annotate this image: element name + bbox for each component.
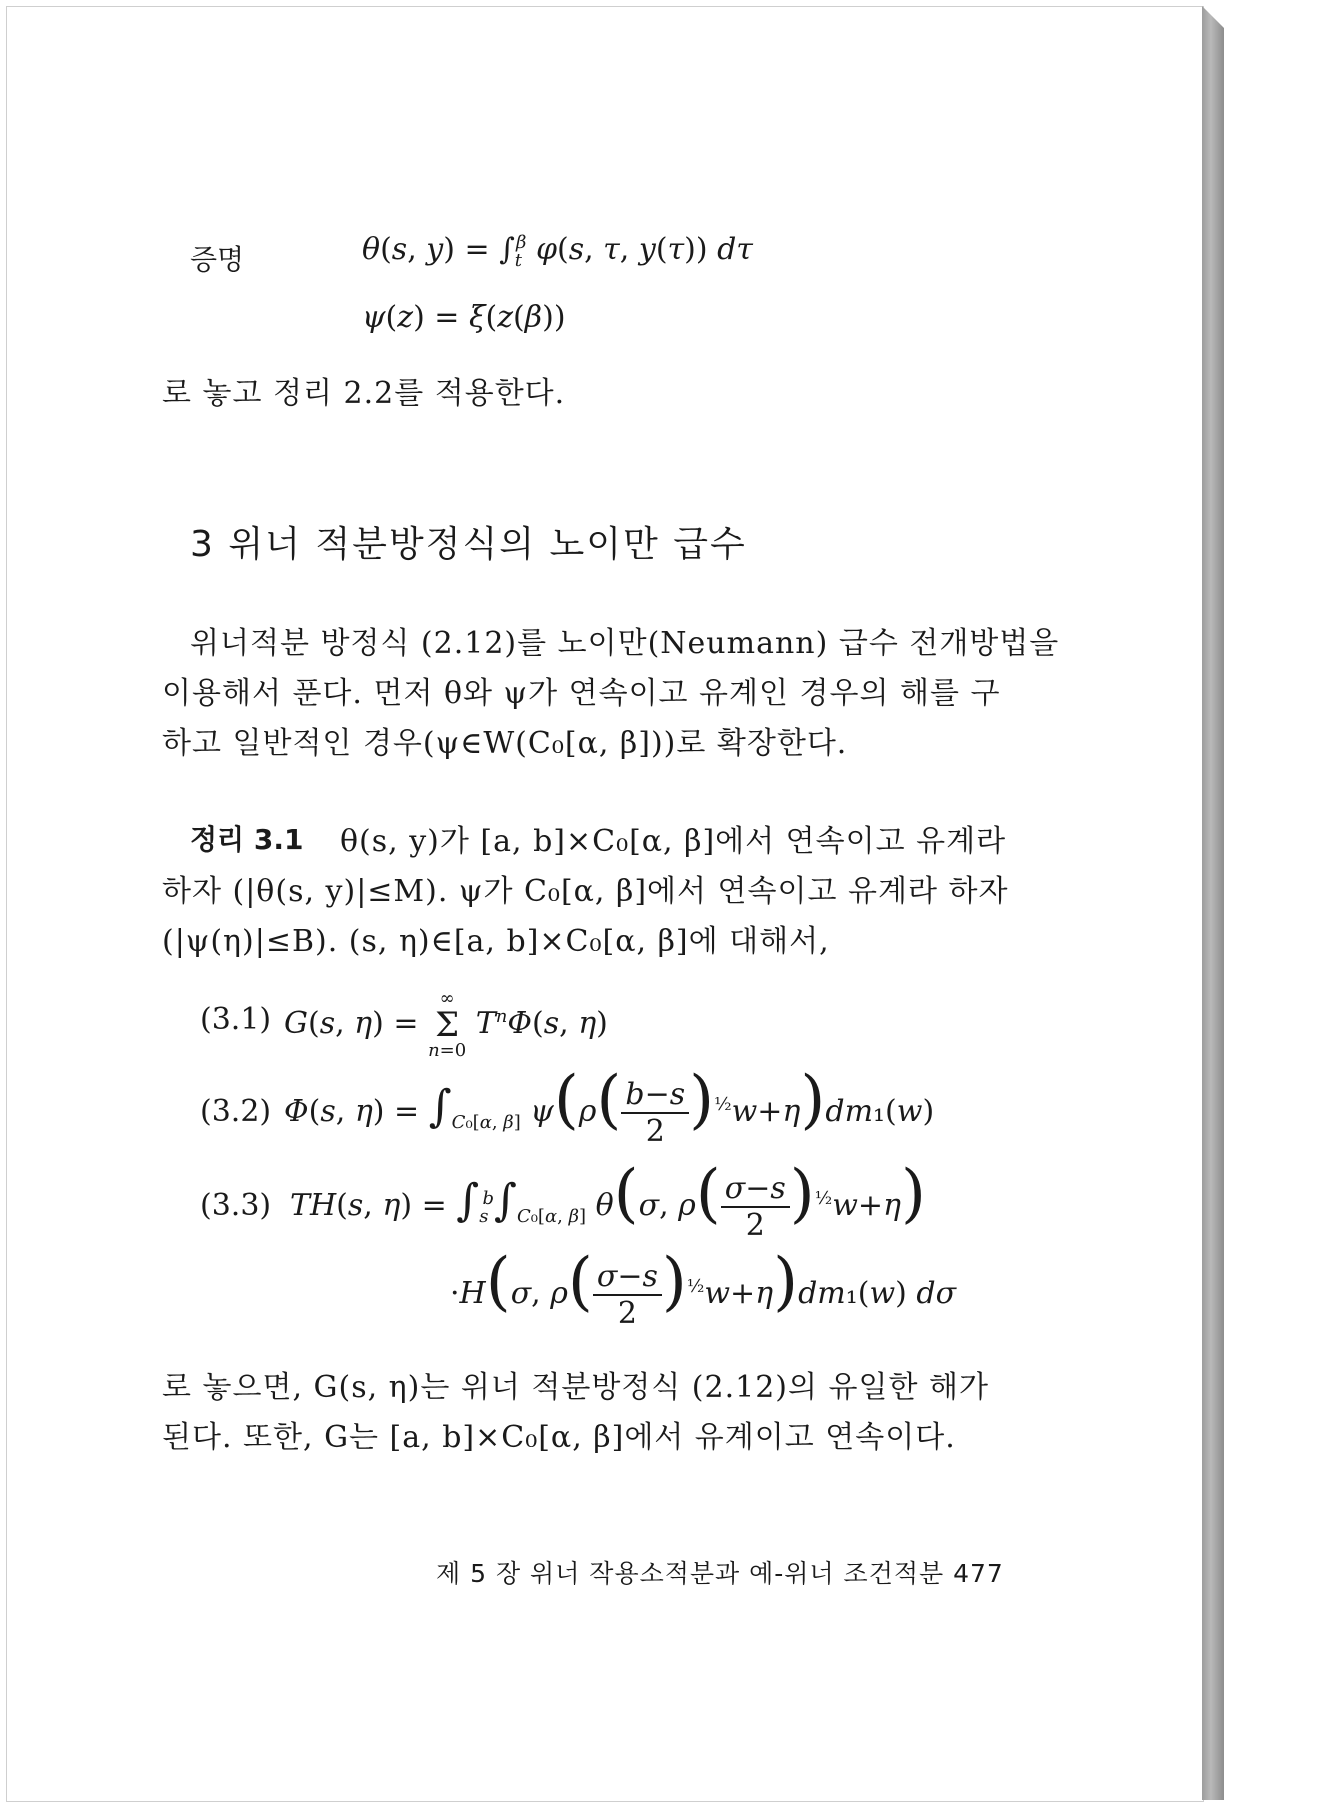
page-footer: 제 5 장 위너 작용소적분과 예-위너 조건적분 477 — [436, 1559, 1004, 1588]
theorem-line-1: θ(s, y)가 [a, b]×C₀[α, β]에서 연속이고 유계라 — [340, 824, 1007, 859]
proof-equation-1: θ(s, $y) = \int_t^\beta$ φ(s, τ, y(τ)) dτ — [362, 232, 753, 271]
intro-line-3: 하고 일반적인 경우(ψ∈W(C₀[α, β]))로 확장한다. — [162, 726, 848, 761]
intro-line-2: 이용해서 푼다. 먼저 θ와 ψ가 연속이고 유계인 경우의 해를 구 — [162, 676, 1001, 711]
proof-equation-2: ψ(z) = ξ(z(β)) — [362, 300, 566, 335]
page-edge-shadow — [1202, 6, 1224, 1800]
theorem-label: 정리 3.1 — [190, 823, 304, 856]
equation-3-1: G(s, η) = ∞ Σ n=0 $T^n\Phi(s$, η) — [284, 988, 608, 1061]
intro-line-1: 위너적분 방정식 (2.12)를 노이만(Neumann) 급수 전개방법을 — [190, 626, 1060, 661]
section-heading: 3 위너 적분방정식의 노이만 급수 — [190, 524, 747, 565]
theorem-line-3: (|ψ(η)|≤B). (s, η)∈[a, b]×C₀[α, β]에 대해서, — [162, 924, 830, 959]
equation-3-3-line-2: ·H(σ, ρ( $\frac{\sigma-s}{2}$ )$^{\frac{1}{2}}$w+η)dm₁(w) dσ — [450, 1245, 957, 1331]
equation-3-3-label: (3.3) — [200, 1188, 272, 1223]
equation-3-2: Φ(s, $\eta) = \int_{C_0[\alpha, \beta]}$ ψ(ρ( $\frac{b-s}{2}$ )$^{\frac{1}{2}}$w+η)dm₁(w) — [284, 1063, 935, 1149]
equation-3-2-label: (3.2) — [200, 1094, 272, 1129]
proof-conclusion: 로 놓고 정리 2.2를 적용한다. — [162, 376, 566, 411]
theorem-line-2: 하자 (|θ(s, y)|≤M). ψ가 C₀[α, β]에서 연속이고 유계라 하자 — [162, 874, 1009, 909]
equation-3-1-label: (3.1) — [200, 1002, 272, 1037]
proof-label: 증명 — [190, 243, 245, 276]
equation-3-3-line-1: TH(s, $\eta) = \int_s^b\int_{C_0[\alpha, \beta]}$ θ(σ, ρ( $\frac{\sigma-s}{2}$ )$^{\frac{1}{2}}$w+η) — [290, 1157, 926, 1243]
conclusion-line-2: 된다. 또한, G는 [a, b]×C₀[α, β]에서 유계이고 연속이다. — [162, 1420, 956, 1455]
conclusion-line-1: 로 놓으면, G(s, η)는 위너 적분방정식 (2.12)의 유일한 해가 — [162, 1370, 989, 1405]
